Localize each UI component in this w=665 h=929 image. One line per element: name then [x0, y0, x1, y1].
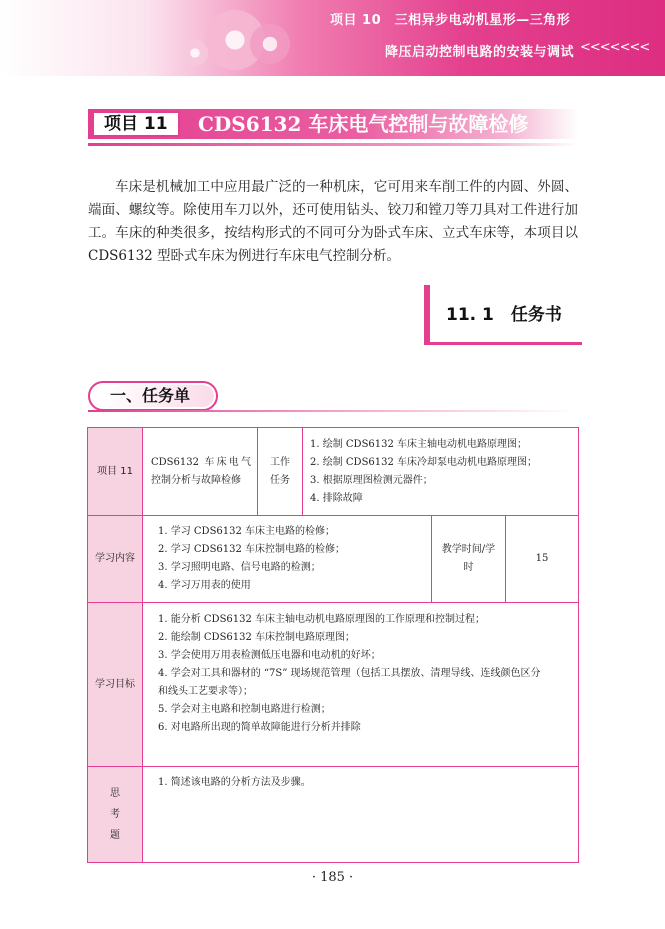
section-title: 11. 1 任务书	[446, 305, 562, 325]
running-header-line1: 项目 10 三相异步电动机星形—三角形	[330, 13, 571, 28]
learning-goal-item: 和线头工艺要求等）；	[158, 686, 253, 697]
teaching-time-label: 教学时间/学时	[441, 544, 496, 573]
project-name-cell	[143, 428, 257, 515]
work-task-item: 4. 排除故障	[310, 493, 363, 504]
section-accent-bar	[424, 285, 430, 345]
work-task-label: 工作任务	[270, 456, 290, 486]
row-label-char: 思	[110, 788, 120, 799]
task-sheet-table	[87, 427, 579, 863]
subsection-underline	[88, 410, 578, 412]
project-title-underline	[88, 143, 578, 146]
row-label-questions	[88, 767, 142, 862]
intro-paragraph: 车床是机械加工中应用最广泛的一种机床，它可用来车削工件的内圆、外圆、端面、螺纹等。除使用车刀以外，还可使用钻头、铰刀和镗刀等刀具对工件进行加工。车床的种类很多，按结构形式的不同可分为卧式车床、立式车床等，本项目以 CDS6132 型卧式车床为例进行车床电气控制分析。	[88, 179, 578, 264]
table-row-divider	[88, 766, 578, 767]
learning-content-item: 4. 学习万用表的使用	[158, 580, 251, 591]
gear-decoration-icon	[250, 24, 290, 64]
work-task-item: 1. 绘制 CDS6132 车床主轴电动机电路原理图；	[310, 439, 528, 450]
teaching-time-value: 15	[535, 553, 549, 564]
learning-goal-item: 2. 能绘制 CDS6132 车床控制电路原理图；	[158, 632, 356, 643]
teaching-time-value-cell	[506, 516, 578, 602]
learning-goal-item: 1. 能分析 CDS6132 车床主轴电动机电路原理图的工作原理和控制过程；	[158, 614, 486, 625]
learning-content-item: 1. 学习 CDS6132 车床主电路的检修；	[158, 526, 336, 537]
question-item: 1. 简述该电路的分析方法及步骤。	[158, 777, 311, 788]
learning-goal-item: 6. 对电路所出现的简单故障能进行分析并排除	[158, 722, 361, 733]
project-title: CDS6132 车床电气控制与故障检修	[198, 112, 529, 136]
gear-decoration-icon	[182, 40, 208, 66]
project-name-text: CDS6132 车床电气控制分析与故障检修	[151, 456, 251, 486]
learning-content-item: 3. 学习照明电路、信号电路的检测；	[158, 562, 321, 573]
table-col-divider	[302, 428, 303, 515]
work-task-list-cell	[310, 436, 576, 512]
row-label-learning-goals: 学习目标	[88, 603, 142, 766]
learning-content-item: 2. 学习 CDS6132 车床控制电路的检修；	[158, 544, 346, 555]
row-label-char: 题	[110, 830, 120, 841]
learning-goal-item: 3. 学会使用万用表检测低压电器和电动机的好坏；	[158, 650, 381, 661]
learning-goals-cell	[158, 611, 576, 761]
learning-goal-item: 4. 学会对工具和器材的 “7S” 现场规范管理（包括工具摆放、清理导线、连线颜色区分	[158, 668, 541, 679]
questions-cell	[158, 774, 576, 854]
section-underline	[424, 342, 582, 345]
page-number: · 185 ·	[311, 870, 354, 885]
row-label-project: 项目 11	[88, 428, 142, 515]
project-number-tag: 项目 11	[92, 111, 180, 137]
learning-goal-item: 5. 学会对主电路和控制电路进行检测；	[158, 704, 331, 715]
chevrons-left-icon: <<<<<<<	[580, 40, 650, 55]
work-task-item: 2. 绘制 CDS6132 车床冷却泵电动机电路原理图；	[310, 457, 538, 468]
subsection-title: 一、任务单	[110, 386, 191, 405]
running-header-line2: 降压启动控制电路的安装与调试	[385, 45, 575, 60]
learning-content-cell	[158, 523, 428, 599]
row-label-learning-content: 学习内容	[88, 516, 142, 602]
work-task-item: 3. 根据原理图检测元器件；	[310, 475, 433, 486]
table-row-divider	[88, 602, 578, 603]
work-task-label-cell	[258, 428, 302, 515]
row-label-char: 考	[110, 809, 120, 820]
teaching-time-label-cell	[432, 516, 505, 602]
running-header-band	[0, 0, 665, 76]
